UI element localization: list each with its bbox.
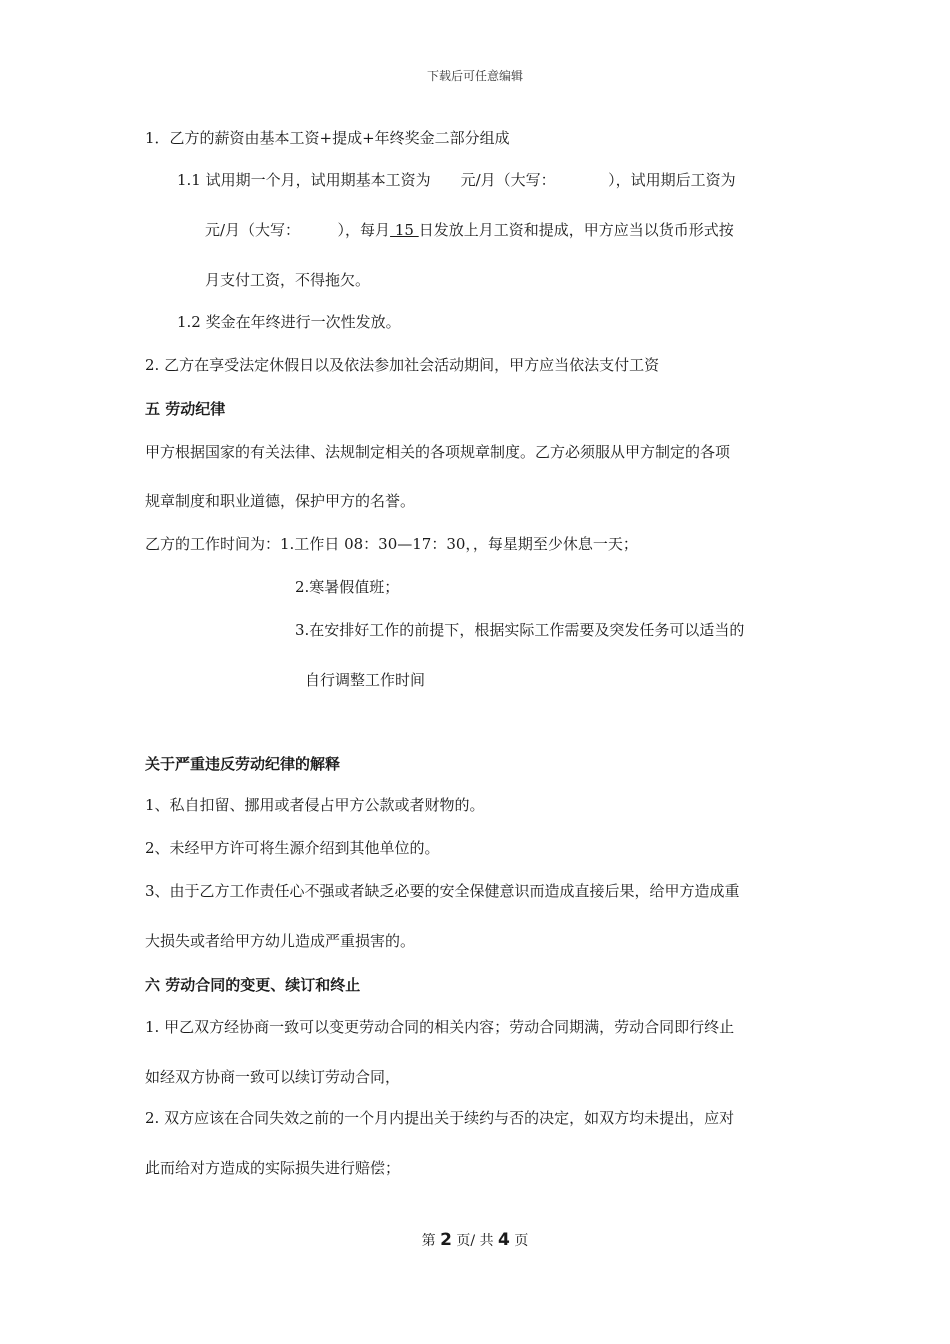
discipline-para-line-2: 规章制度和职业道德，保护甲方的名誉。 <box>145 492 416 510</box>
pay-day: 15 <box>390 221 419 239</box>
section-title-contract: 六 劳动合同的变更、续订和终止 <box>145 976 361 994</box>
work-hours-3-line-1: 3.在安排好工作的前提下，根据实际工作需要及突发任务可以适当的 <box>295 621 745 639</box>
discipline-para-line-1: 甲方根据国家的有关法律、法规制定相关的各项规章制度。乙方必须服从甲方制定的各项 <box>145 443 731 461</box>
salary-clause-1-1-line-1: 1.1 试用期一个月，试用期基本工资为 元/月（大写： ），试用期后工资为 <box>177 171 736 189</box>
salary-clause-text-b: 日发放上月工资和提成，甲方应当以货币形式按 <box>418 221 734 239</box>
footer-suffix: 页 <box>509 1233 529 1249</box>
footer-middle: 页/ 共 <box>451 1233 499 1249</box>
salary-clause-1: 1．乙方的薪资由基本工资+提成+年终奖金二部分组成 <box>145 129 510 147</box>
work-hours-1: 乙方的工作时间为：1.工作日 08：30—17：30，，每星期至少休息一天； <box>145 535 638 553</box>
salary-clause-1-1-line-2 <box>205 220 734 240</box>
total-page-number: 4 <box>498 1230 510 1250</box>
violation-item-1: 1、私自扣留、挪用或者侵占甲方公款或者财物的。 <box>145 796 485 814</box>
section-title-violation: 关于严重违反劳动纪律的解释 <box>145 755 341 773</box>
salary-clause-text-a: 元/月（大写： ），每月 <box>205 221 391 239</box>
salary-clause-2: 2. 乙方在享受法定休假日以及依法参加社会活动期间，甲方应当依法支付工资 <box>145 356 660 374</box>
contract-item-1-line-1: 1. 甲乙双方经协商一致可以变更劳动合同的相关内容；劳动合同期满，劳动合同即行终止 <box>145 1018 735 1036</box>
salary-clause-1-2: 1.2 奖金在年终进行一次性发放。 <box>177 313 401 331</box>
page-header: 下载后可任意编辑 <box>426 69 523 83</box>
violation-item-2: 2、未经甲方许可将生源介绍到其他单位的。 <box>145 839 440 857</box>
violation-item-3-line-2: 大损失或者给甲方幼儿造成严重损害的。 <box>145 932 416 950</box>
violation-item-3-line-1: 3、由于乙方工作责任心不强或者缺乏必要的安全保健意识而造成直接后果，给甲方造成重 <box>145 882 740 900</box>
contract-item-2-line-2: 此而给对方造成的实际损失进行赔偿； <box>145 1159 401 1177</box>
work-hours-3-line-2: 自行调整工作时间 <box>305 671 426 689</box>
work-hours-2: 2.寒暑假值班； <box>295 578 400 596</box>
section-title-discipline: 五 劳动纪律 <box>145 400 226 418</box>
salary-clause-1-1-line-3: 月支付工资，不得拖欠。 <box>205 271 371 289</box>
contract-item-2-line-1: 2. 双方应该在合同失效之前的一个月内提出关于续约与否的决定，如双方均未提出，应对 <box>145 1109 735 1127</box>
contract-item-1-line-2: 如经双方协商一致可以续订劳动合同， <box>145 1068 401 1086</box>
page-footer <box>0 1230 950 1251</box>
current-page-number: 2 <box>440 1230 452 1250</box>
footer-prefix: 第 <box>421 1233 441 1249</box>
